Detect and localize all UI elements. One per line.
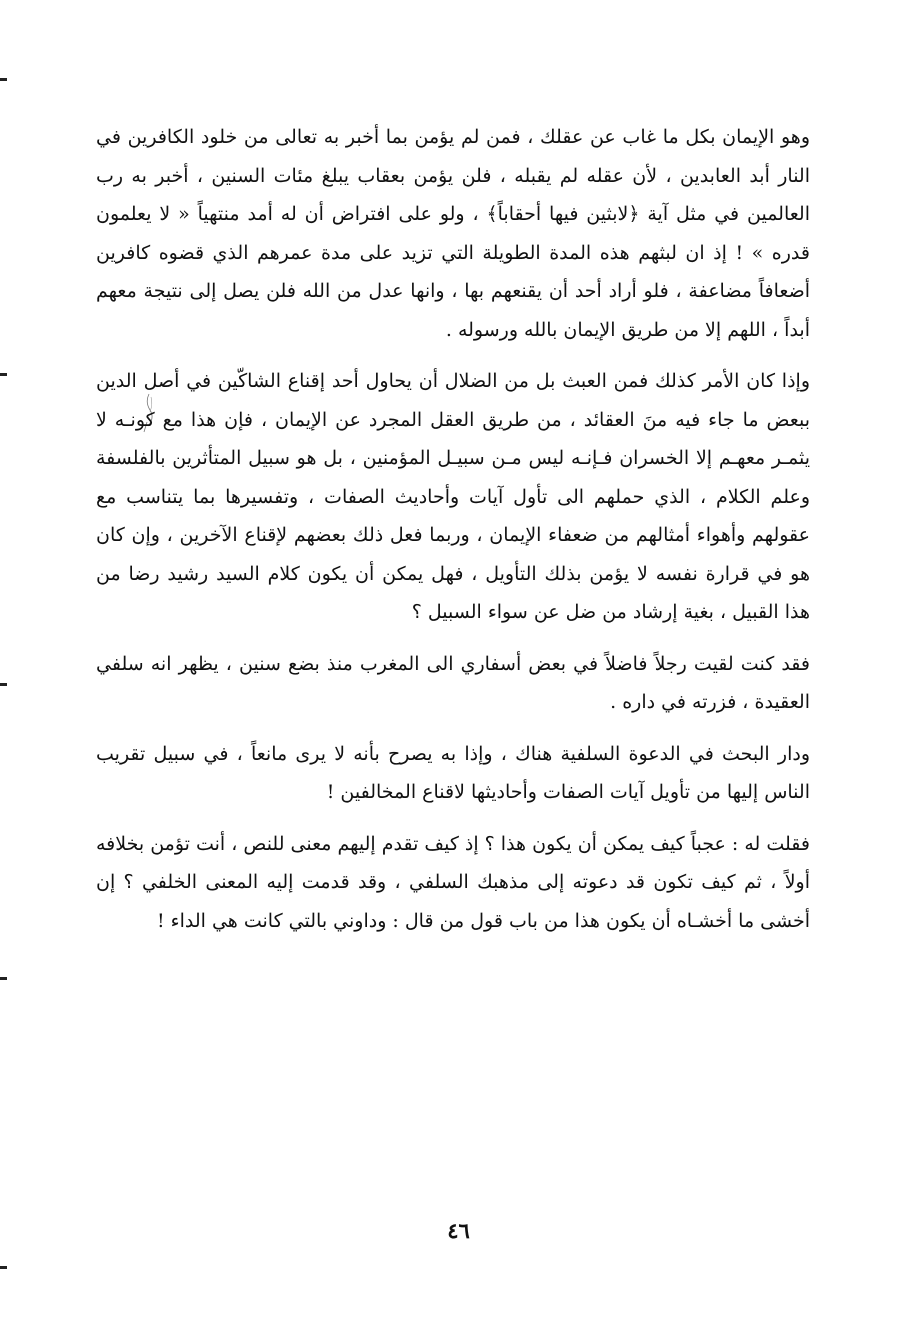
scan-edge-mark [0,683,7,686]
scan-edge-mark [0,977,7,980]
paragraph: وإذا كان الأمر كذلك فمن العبث بل من الضلال أن يحاول أحد إقناع الشاكّين في أصل الدين ببعض ما جاء فيه منَ العقائد ، من طريق العقل المجرد عن الإيمان ، فإن هذا مع كونـه لا يثمـر معهـم إلا الخسران فـإنـه ليس مـن سبيـل المؤمنين ، بل هو سبيل المتأثرين بالفلسفة وعلم الكلام ، الذي حملهم الى تأول آيات وأحاديث الصفات ، وتفسيرها بما يتناسب مع عقولهم وأهواء أمثالهم من ضعفاء الإيمان ، وربما فعل ذلك بعضهم لإقناع الآخرين ، وإن كان هو في قرارة نفسه لا يؤمن بذلك التأويل ، فهل يمكن أن يكون كلام السيد رشيد رضا من هذا القبيل ، بغية إرشاد من ضل عن سواء السبيل ؟ [96,370,810,623]
scan-edge-mark [0,1266,7,1269]
page-number: ٤٦ [447,1218,470,1243]
paragraph: فقلت له : عجباً كيف يمكن أن يكون هذا ؟ إذ كيف تقدم إليهم معنى للنص ، أنت تؤمن بخلافه أولاً ، ثم كيف تكون قد دعوته إلى مذهبك السلفي ، وقد قدمت إليه المعنى الخلفي ؟ إن أخشى ما أخشـاه أن يكون هذا من باب قول من قال : وداوني بالتي كانت هي الداء ! [96,832,810,932]
paragraph: ودار البحث في الدعوة السلفية هناك ، وإذا به يصرح بأنه لا يرى مانعاً ، في سبيل تقريب الناس إليها من تأويل آيات الصفات وأحاديثها لاقناع المخالفين ! [96,742,810,803]
scan-edge-mark [0,78,7,81]
paragraph: فقد كنت لقيت رجلاً فاضلاً في بعض أسفاري الى المغرب منذ بضع سنين ، يظهر انه سلفي العقيدة ، فزرته في داره . [96,652,810,713]
body-text [96,118,810,940]
paragraph: وهو الإيمان بكل ما غاب عن عقلك ، فمن لم يؤمن بما أخبر به تعالى من خلود الكافرين في النار أبد العابدين ، لأن عقله لم يقبله ، فلن يؤمن بعقاب يبلغ مئات السنين ، أخبر به رب العالمين في مثل آية ﴿لابثين فيها أحقاباً﴾ ، ولو على افتراض أن له أمد منتهياً « لا يعلمون قدره » ! إذ ان لبثهم هذه المدة الطويلة التي تزيد على مدة عمرهم الذي قضوه كافرين أضعافاً مضاعفة ، فلو أراد أحد أن يقنعهم بها ، وانها عدل من الله فلن يصل إلى نتيجة معهم أبداً ، اللهم إلا من طريق الإيمان بالله ورسوله . [96,126,810,341]
scan-edge-mark [0,373,7,376]
